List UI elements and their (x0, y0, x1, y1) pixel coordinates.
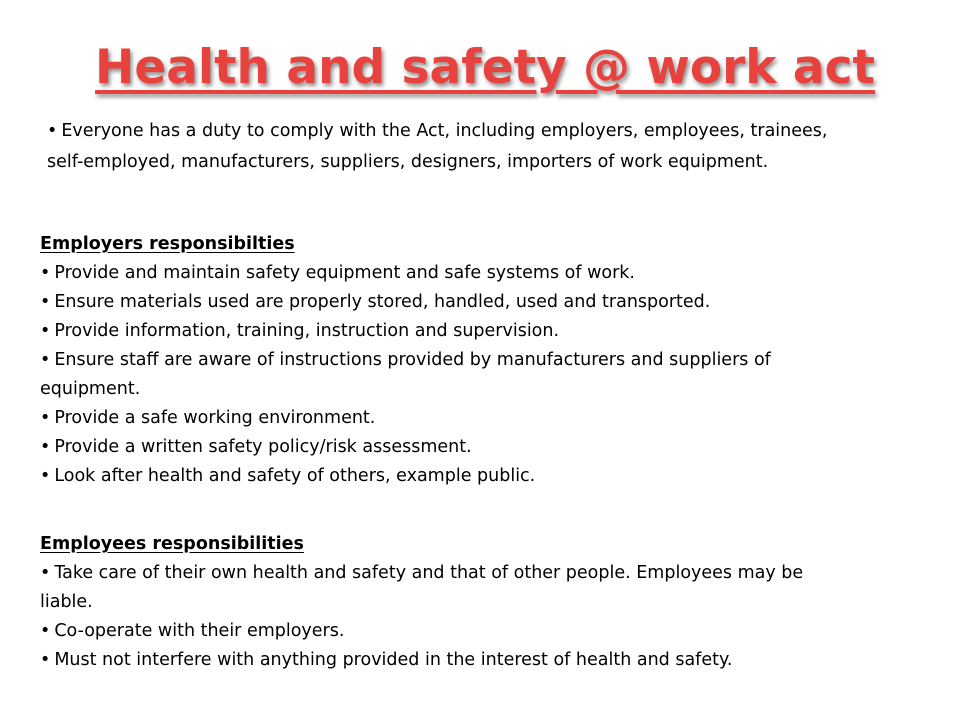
list-item-text: Look after health and safety of others, example public. (54, 466, 536, 486)
list-item-text: Provide a safe working environment. (54, 408, 376, 428)
employees-heading: Employees responsibilities (40, 534, 304, 554)
slide-title: Health and safety @ work act (95, 40, 875, 95)
list-item-text: Co-operate with their employers. (54, 621, 345, 641)
employees-section (40, 530, 860, 675)
list-item-text: Ensure materials used are properly stored, handled, used and transported. (54, 292, 711, 312)
list-item (40, 433, 820, 462)
list-item-text: Ensure staff are aware of instructions provided by manufacturers and suppliers of equipment. (40, 350, 771, 399)
employers-heading: Employers responsibilties (40, 234, 295, 254)
list-item-text: Provide and maintain safety equipment and safe systems of work. (54, 263, 635, 283)
list-item-text: Provide information, training, instruction and supervision. (54, 321, 560, 341)
employers-list (40, 259, 820, 491)
employers-section (40, 230, 860, 491)
list-item (40, 617, 860, 646)
list-item-text: Must not interfere with anything provided in the interest of health and safety. (54, 650, 733, 670)
bullet-icon: • (40, 263, 51, 283)
bullet-icon: • (40, 563, 51, 583)
list-item-text: Provide a written safety policy/risk assessment. (54, 437, 472, 457)
intro-paragraph (47, 116, 837, 178)
employees-list (40, 559, 860, 675)
list-item-text: Take care of their own health and safety and that of other people. Employees may be liable. (40, 563, 804, 612)
bullet-icon: • (40, 408, 51, 428)
bullet-icon: • (40, 292, 51, 312)
intro-text: Everyone has a duty to comply with the Act, including employers, employees, trainees, self-employed, manufacturers, suppliers, designers, importers of work equipment. (47, 121, 828, 172)
bullet-icon: • (40, 650, 51, 670)
bullet-icon: • (40, 437, 51, 457)
list-item (40, 404, 820, 433)
bullet-icon: • (47, 121, 58, 141)
list-item (40, 646, 860, 675)
list-item (40, 259, 820, 288)
bullet-icon: • (40, 321, 51, 341)
list-item (40, 317, 820, 346)
list-item (40, 559, 860, 617)
list-item (40, 462, 820, 491)
list-item (40, 288, 820, 317)
bullet-icon: • (40, 621, 51, 641)
list-item (40, 346, 820, 404)
bullet-icon: • (40, 350, 51, 370)
bullet-icon: • (40, 466, 51, 486)
